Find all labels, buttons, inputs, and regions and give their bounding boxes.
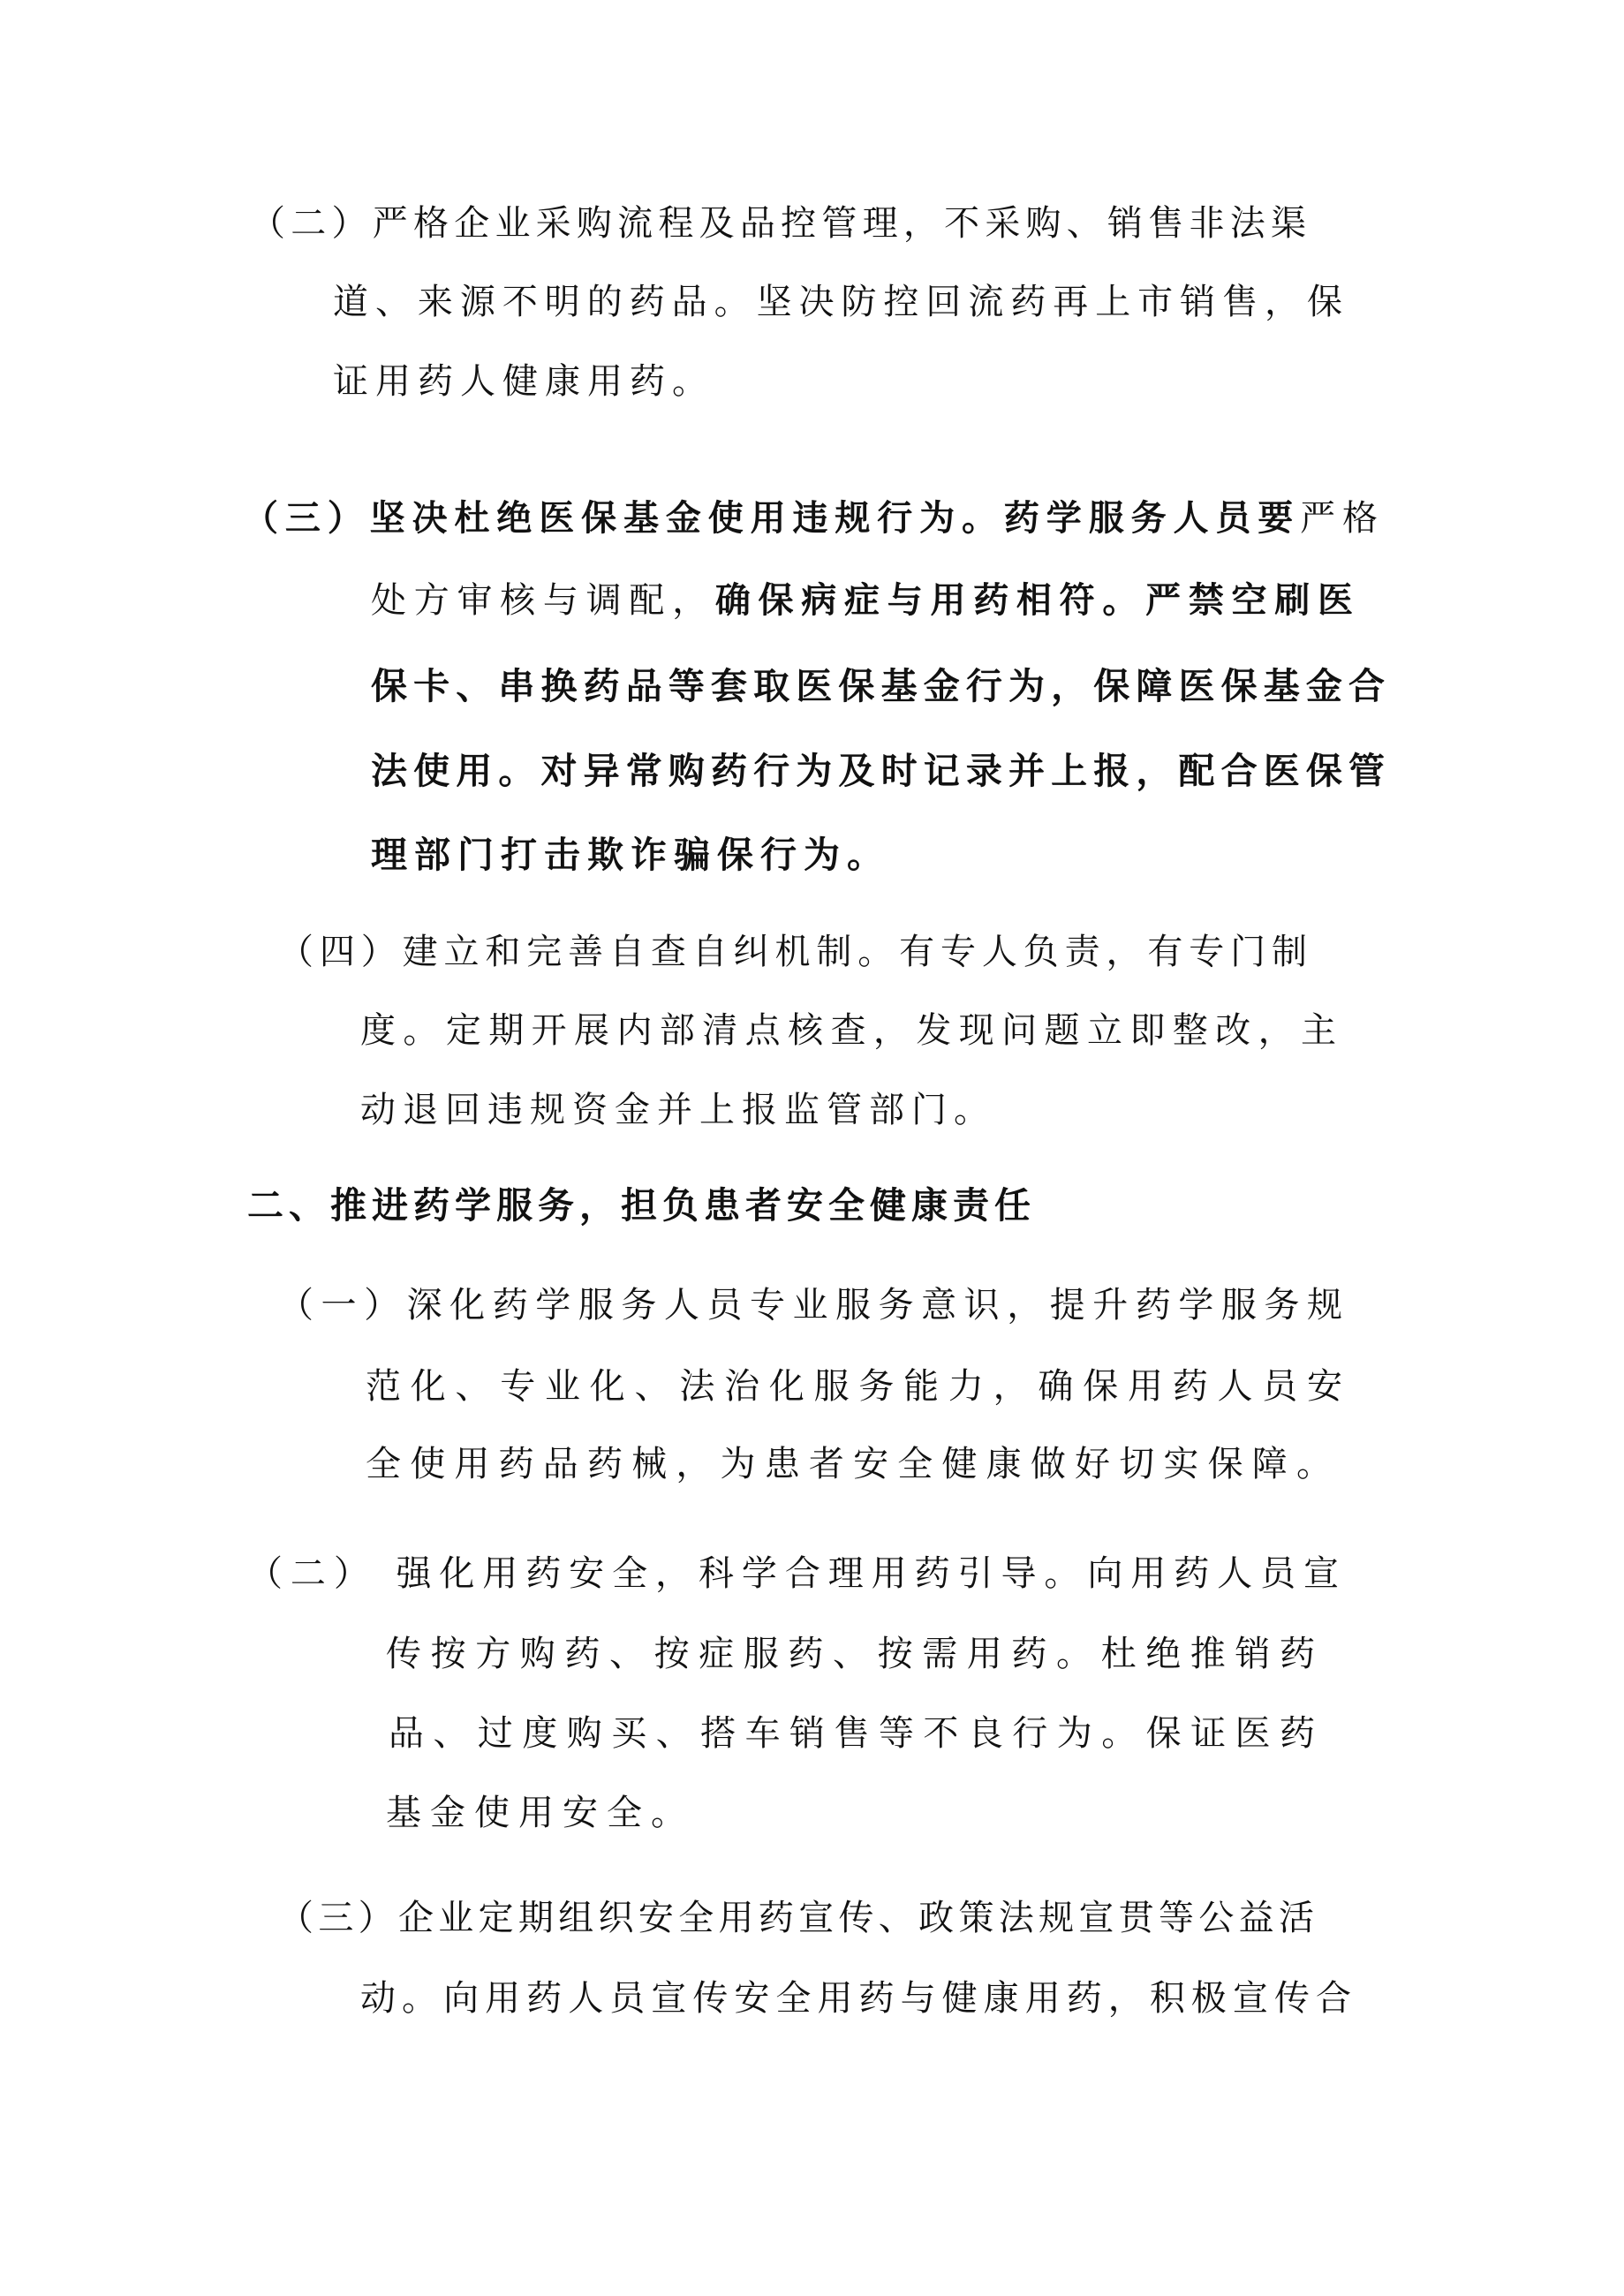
normal-text: 严格 (1300, 498, 1379, 539)
paragraph-line: 证用药人健康用药。 (333, 361, 714, 402)
section-heading: 二、推进药学服务，担负患者安全健康责任 (247, 1184, 1036, 1227)
paragraph-line: （三）企业定期组织安全用药宣传、政策法规宣贯等公益活 (278, 1898, 1314, 1938)
paragraph-line: 保卡、串换药品等套取医保基金行为，保障医保基金合 (371, 665, 1385, 707)
paragraph-line (243, 492, 1378, 545)
paragraph-line: （四）建立和完善自查自纠机制。有专人负责，有专门制 (278, 932, 1307, 972)
paragraph-line: 范化、专业化、法治化服务能力，确保用药人员安 (366, 1366, 1342, 1407)
paragraph-line: 全使用药品药械，为患者安全健康做好切实保障。 (366, 1444, 1332, 1484)
paragraph-line: 道、来源不明的药品。坚决防控回流药再上市销售，保 (333, 282, 1342, 322)
paragraph-line: 理部门打击欺诈骗保行为。 (371, 834, 890, 876)
bold-text: 确保病症与用药相符。严禁空刷医 (714, 580, 1354, 621)
paragraph-line: （二）严格企业采购流程及品控管理，不采购、销售非法渠 (250, 203, 1306, 244)
paragraph-line: 基金使用安全。 (386, 1793, 695, 1833)
paragraph-line: 法使用。对异常购药行为及时记录并上报，配合医保管 (371, 750, 1385, 792)
paragraph-line (371, 574, 1353, 627)
paragraph-line: 品、过度购买、搭车销售等不良行为。保证医药 (389, 1713, 1315, 1754)
paragraph-line: （二） 强化用药安全，科学合理用药引导。向用药人员宣 (247, 1553, 1339, 1594)
paragraph-line: 动退回违规资金并上报监管部门。 (360, 1090, 996, 1130)
paragraph-line: 传按方购药、按症服药、按需用药。杜绝推销药 (386, 1634, 1315, 1674)
normal-text: 处方审核与调配， (371, 580, 715, 621)
paragraph-line: （一）深化药学服务人员专业服务意识，提升药学服务规 (278, 1285, 1342, 1325)
bold-text: （三）坚决杜绝医保基金使用违规行为。药学服务人员要 (243, 498, 1301, 539)
paragraph-line: 度。定期开展内部清点核查，发现问题立即整改，主 (360, 1010, 1336, 1051)
paragraph-line: 动。向用药人员宣传安全用药与健康用药，积极宣传合 (360, 1978, 1351, 2019)
